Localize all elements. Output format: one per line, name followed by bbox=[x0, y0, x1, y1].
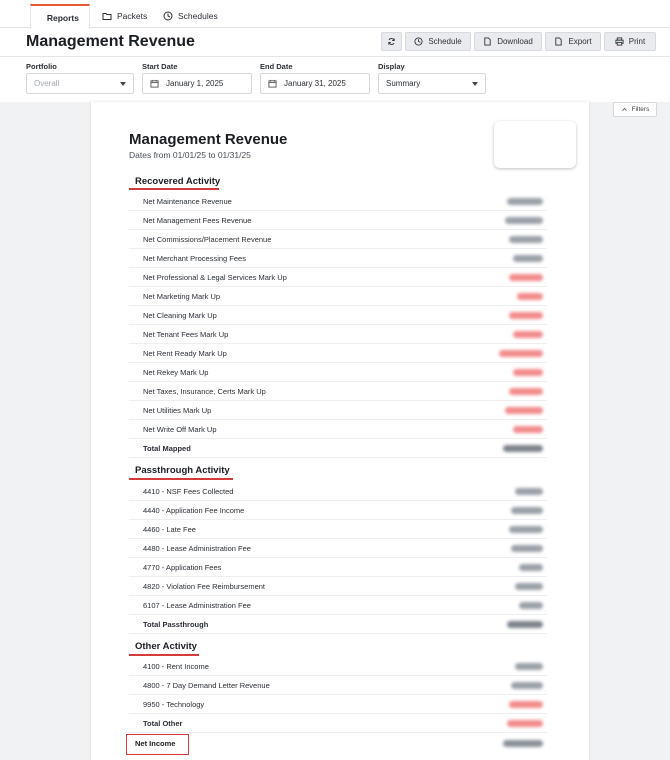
row-value-redacted bbox=[513, 426, 543, 433]
display-select[interactable] bbox=[378, 73, 486, 94]
row-label: Net Rekey Mark Up bbox=[143, 367, 209, 377]
row-label: Net Marketing Mark Up bbox=[143, 291, 221, 301]
export-button-label: Export bbox=[568, 37, 592, 46]
export-button[interactable] bbox=[545, 32, 601, 51]
tab-schedules-label: Schedules bbox=[178, 11, 218, 21]
row-label: Net Write Off Mark Up bbox=[143, 424, 217, 434]
row-label: 6107 - Lease Administration Fee bbox=[143, 600, 251, 610]
start-date-value: January 1, 2025 bbox=[166, 79, 224, 88]
portfolio-placeholder: Overall bbox=[34, 79, 60, 88]
print-button[interactable] bbox=[604, 32, 656, 51]
table-row bbox=[129, 382, 547, 401]
chevron-down-icon bbox=[472, 82, 478, 86]
table-row bbox=[129, 268, 547, 287]
row-label: Net Utilities Mark Up bbox=[143, 405, 212, 415]
row-value-redacted bbox=[513, 255, 543, 262]
section-underline bbox=[129, 654, 199, 656]
row-label: Net Cleaning Mark Up bbox=[143, 310, 217, 320]
row-label: 4100 - Rent Income bbox=[143, 661, 209, 671]
row-value-redacted bbox=[509, 526, 543, 533]
section-heading-recovered: Recovered Activity bbox=[135, 176, 221, 187]
row-value-redacted bbox=[515, 663, 543, 670]
row-label: 4820 - Violation Fee Reimbursement bbox=[143, 581, 266, 591]
tab-reports-label: Reports bbox=[46, 12, 79, 23]
table-row bbox=[129, 420, 547, 439]
table-row bbox=[129, 249, 547, 268]
schedule-button[interactable] bbox=[405, 32, 471, 51]
row-label: Net Merchant Processing Fees bbox=[143, 253, 246, 263]
row-value-redacted bbox=[519, 602, 543, 609]
table-row bbox=[129, 306, 547, 325]
total-value-redacted bbox=[507, 621, 543, 628]
display-label: Display bbox=[378, 62, 405, 71]
row-label: 4800 - 7 Day Demand Letter Revenue bbox=[143, 680, 270, 690]
tab-reports[interactable] bbox=[30, 4, 90, 29]
end-date-input[interactable] bbox=[260, 73, 370, 94]
row-value-redacted bbox=[513, 331, 543, 338]
total-row bbox=[129, 439, 547, 458]
total-label: Total Mapped bbox=[143, 443, 191, 453]
table-row bbox=[129, 192, 547, 211]
row-value-redacted bbox=[513, 369, 543, 376]
section-underline bbox=[129, 478, 233, 480]
row-value-redacted bbox=[509, 701, 543, 708]
tab-bar bbox=[0, 0, 670, 28]
total-value-redacted bbox=[507, 720, 543, 727]
table-row bbox=[129, 211, 547, 230]
net-income-highlight bbox=[126, 734, 189, 755]
filters-toggle-label: Filters bbox=[631, 106, 650, 113]
folder-icon bbox=[102, 11, 112, 21]
row-label: Net Commissions/Placement Revenue bbox=[143, 234, 272, 244]
total-label: Total Other bbox=[143, 718, 183, 728]
row-value-redacted bbox=[509, 274, 543, 281]
clock-icon bbox=[414, 37, 423, 46]
table-row bbox=[129, 577, 547, 596]
row-value-redacted bbox=[509, 236, 543, 243]
table-row bbox=[129, 539, 547, 558]
row-label: Net Maintenance Revenue bbox=[143, 196, 232, 206]
table-row bbox=[129, 520, 547, 539]
row-label: 4480 - Lease Administration Fee bbox=[143, 543, 251, 553]
end-date-value: January 31, 2025 bbox=[284, 79, 346, 88]
table-row bbox=[129, 325, 547, 344]
row-label: Net Rent Ready Mark Up bbox=[143, 348, 227, 358]
table-row bbox=[129, 482, 547, 501]
refresh-button[interactable] bbox=[381, 32, 402, 51]
row-label: 4410 - NSF Fees Collected bbox=[143, 486, 234, 496]
chart-icon bbox=[41, 13, 42, 23]
row-label: Net Tenant Fees Mark Up bbox=[143, 329, 229, 339]
total-row bbox=[129, 714, 547, 733]
table-row bbox=[129, 695, 547, 714]
table-row bbox=[129, 558, 547, 577]
calendar-icon bbox=[268, 79, 277, 88]
table-row bbox=[129, 596, 547, 615]
table-row bbox=[129, 230, 547, 249]
printer-icon bbox=[615, 37, 624, 46]
section-underline bbox=[129, 188, 219, 190]
table-row bbox=[129, 501, 547, 520]
download-button-label: Download bbox=[497, 37, 533, 46]
row-value-redacted bbox=[507, 198, 543, 205]
row-label: 9950 - Technology bbox=[143, 699, 205, 709]
row-value-redacted bbox=[509, 388, 543, 395]
total-row bbox=[129, 615, 547, 634]
table-row bbox=[129, 344, 547, 363]
calendar-icon bbox=[150, 79, 159, 88]
filters-toggle-button[interactable] bbox=[613, 102, 657, 117]
row-label: Net Taxes, Insurance, Certs Mark Up bbox=[143, 386, 266, 396]
page-title: Management Revenue bbox=[26, 33, 195, 50]
report-date-range: Dates from 01/01/25 to 01/31/25 bbox=[129, 150, 251, 160]
start-date-label: Start Date bbox=[142, 62, 178, 71]
schedule-button-label: Schedule bbox=[428, 37, 462, 46]
file-icon bbox=[483, 37, 492, 46]
row-value-redacted bbox=[515, 583, 543, 590]
section-heading-passthrough: Passthrough Activity bbox=[135, 465, 230, 476]
row-label: Net Professional & Legal Services Mark Up bbox=[143, 272, 287, 282]
total-label: Total Passthrough bbox=[143, 619, 209, 629]
row-value-redacted bbox=[499, 350, 543, 357]
header-divider bbox=[0, 56, 670, 57]
print-button-label: Print bbox=[628, 37, 646, 46]
display-value: Summary bbox=[386, 79, 421, 88]
row-label: 4460 - Late Fee bbox=[143, 524, 196, 534]
section-heading-other: Other Activity bbox=[135, 641, 197, 652]
tab-schedules[interactable] bbox=[153, 4, 228, 28]
row-value-redacted bbox=[517, 293, 543, 300]
file-icon bbox=[554, 37, 563, 46]
chevron-up-icon bbox=[621, 106, 628, 113]
chevron-down-icon bbox=[120, 82, 126, 86]
clock-icon bbox=[163, 11, 173, 21]
table-row bbox=[129, 401, 547, 420]
refresh-icon bbox=[387, 37, 396, 46]
total-value-redacted bbox=[503, 445, 543, 452]
row-value-redacted bbox=[509, 312, 543, 319]
net-income-label: Net Income bbox=[135, 739, 176, 748]
tab-packets[interactable] bbox=[92, 4, 157, 28]
row-value-redacted bbox=[511, 507, 543, 514]
tab-packets-label: Packets bbox=[117, 11, 148, 21]
net-income-value-redacted bbox=[503, 740, 543, 747]
row-value-redacted bbox=[515, 488, 543, 495]
report-title: Management Revenue bbox=[129, 131, 288, 148]
row-value-redacted bbox=[505, 217, 543, 224]
company-logo-placeholder bbox=[494, 121, 576, 168]
table-row bbox=[129, 363, 547, 382]
row-label: 4770 - Application Fees bbox=[143, 562, 222, 572]
portfolio-label: Portfolio bbox=[26, 62, 57, 71]
row-value-redacted bbox=[505, 407, 543, 414]
table-row bbox=[129, 657, 547, 676]
start-date-input[interactable] bbox=[142, 73, 252, 94]
row-value-redacted bbox=[511, 682, 543, 689]
table-row bbox=[129, 287, 547, 306]
table-row bbox=[129, 676, 547, 695]
row-value-redacted bbox=[511, 545, 543, 552]
download-button[interactable] bbox=[474, 32, 542, 51]
row-label: 4440 - Application Fee Income bbox=[143, 505, 245, 515]
row-value-redacted bbox=[519, 564, 543, 571]
end-date-label: End Date bbox=[260, 62, 293, 71]
row-label: Net Management Fees Revenue bbox=[143, 215, 252, 225]
portfolio-select[interactable] bbox=[26, 73, 134, 94]
